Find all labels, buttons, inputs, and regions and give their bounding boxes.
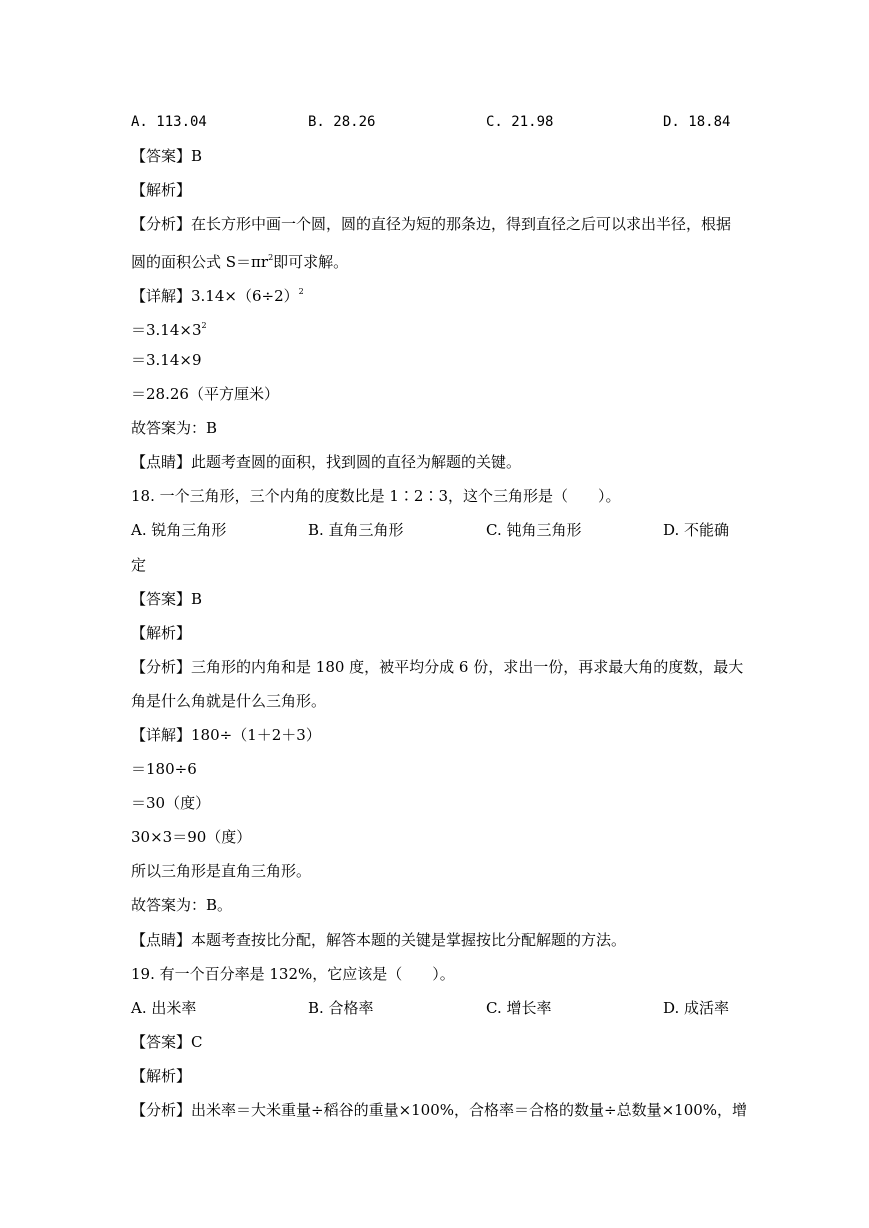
q17-option-a: A. 113.04 bbox=[131, 114, 207, 130]
q19-option-c: C. 增长率 bbox=[486, 999, 552, 1017]
q17-fenxi-line-1: 【分析】在长方形中画一个圆，圆的直径为短的那条边，得到直径之后可以求出半径，根据 bbox=[131, 215, 732, 233]
q18-option-d-wrap: 定 bbox=[131, 556, 147, 574]
q18-analysis-heading: 【解析】 bbox=[131, 624, 192, 642]
q17-formula-text: 圆的面积公式 S＝πr bbox=[131, 253, 269, 271]
q17-fenxi-line-2 bbox=[131, 248, 349, 271]
q18-option-b: B. 直角三角形 bbox=[308, 521, 404, 539]
q17-formula-tail: 即可求解。 bbox=[273, 253, 349, 271]
q18-answer: 【答案】B bbox=[131, 590, 203, 608]
q17-conclusion: 故答案为：B bbox=[131, 419, 218, 437]
q18-step-4: 所以三角形是直角三角形。 bbox=[131, 862, 312, 880]
q17-step-1-exponent: 2 bbox=[201, 321, 207, 330]
q17-detail-text: 【详解】3.14×（6÷2） bbox=[131, 287, 299, 305]
q17-answer: 【答案】B bbox=[131, 147, 203, 165]
q18-option-c: C. 钝角三角形 bbox=[486, 521, 582, 539]
q17-step-1-text: ＝3.14×3 bbox=[131, 321, 202, 339]
q19-question: 19. 有一个百分率是 132%，它应该是（ ）。 bbox=[131, 965, 455, 983]
q18-question: 18. 一个三角形，三个内角的度数比是 1∶2∶3，这个三角形是（ ）。 bbox=[131, 487, 621, 505]
q19-analysis-heading: 【解析】 bbox=[131, 1067, 192, 1085]
q18-fenxi-line-1: 【分析】三角形的内角和是 180 度，被平均分成 6 份，求出一份，再求最大角的度数，最大 bbox=[131, 658, 744, 676]
q17-detail-line bbox=[131, 282, 304, 305]
q17-comment: 【点睛】此题考查圆的面积，找到圆的直径为解题的关键。 bbox=[131, 453, 522, 471]
q19-option-d: D. 成活率 bbox=[663, 999, 730, 1017]
q19-option-a: A. 出米率 bbox=[131, 999, 197, 1017]
q17-step-3: ＝28.26（平方厘米） bbox=[131, 385, 279, 403]
q17-detail-exponent: 2 bbox=[298, 287, 304, 296]
q18-fenxi-line-2: 角是什么角就是什么三角形。 bbox=[131, 692, 327, 710]
q18-step-3: 30×3＝90（度） bbox=[131, 828, 252, 846]
q18-option-d: D. 不能确 bbox=[663, 521, 730, 539]
q19-option-b: B. 合格率 bbox=[308, 999, 374, 1017]
q19-answer: 【答案】C bbox=[131, 1033, 203, 1051]
q17-formula-exponent: 2 bbox=[268, 253, 274, 262]
q18-detail-line: 【详解】180÷（1＋2＋3） bbox=[131, 726, 321, 744]
q19-fenxi-line-1: 【分析】出米率＝大米重量÷稻谷的重量×100%，合格率＝合格的数量÷总数量×100%，增 bbox=[131, 1101, 748, 1119]
q17-option-c: C. 21.98 bbox=[486, 114, 554, 130]
q17-option-b: B. 28.26 bbox=[308, 114, 376, 130]
q18-conclusion: 故答案为：B。 bbox=[131, 896, 233, 914]
q18-comment: 【点睛】本题考查按比分配，解答本题的关键是掌握按比分配解题的方法。 bbox=[131, 931, 627, 949]
q18-option-a: A. 锐角三角形 bbox=[131, 521, 227, 539]
q17-analysis-heading: 【解析】 bbox=[131, 181, 192, 199]
q17-step-2: ＝3.14×9 bbox=[131, 351, 202, 369]
q18-step-2: ＝30（度） bbox=[131, 794, 211, 812]
q17-step-1 bbox=[131, 316, 207, 339]
q17-option-d: D. 18.84 bbox=[663, 114, 731, 130]
q18-step-1: ＝180÷6 bbox=[131, 760, 197, 778]
